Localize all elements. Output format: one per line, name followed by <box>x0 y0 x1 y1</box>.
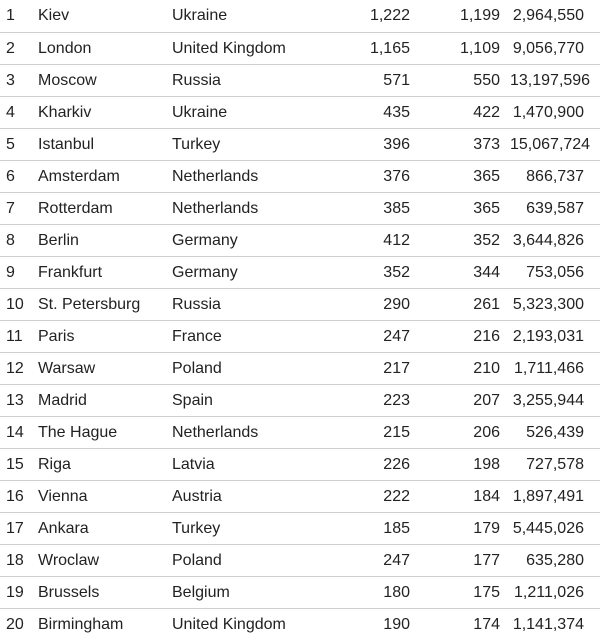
country-cell: Ukraine <box>166 0 336 32</box>
table-row <box>0 224 600 256</box>
population-cell: 1,141,374 <box>512 615 584 633</box>
population-cell: 9,056,770 <box>510 32 600 64</box>
value-b-cell: 216 <box>420 320 510 352</box>
value-a-cell: 571 <box>336 64 420 96</box>
rank-cell: 19 <box>0 576 38 608</box>
population-cell: 1,470,900 <box>510 96 600 128</box>
country-cell: Turkey <box>166 128 336 160</box>
table-row <box>0 608 600 640</box>
value-a-cell: 215 <box>336 416 420 448</box>
table-row <box>0 480 600 512</box>
city-cell: Paris <box>38 320 166 352</box>
population-cell: 526,439 <box>510 416 600 448</box>
population-cell: 1,711,466 <box>510 352 600 384</box>
value-b-cell: 210 <box>420 352 510 384</box>
rank-cell: 7 <box>0 192 38 224</box>
city-cell: Vienna <box>38 480 166 512</box>
population-cell: 1,897,491 <box>510 480 600 512</box>
table-row <box>0 352 600 384</box>
table-row <box>0 576 600 608</box>
table-row <box>0 448 600 480</box>
rank-cell: 15 <box>0 448 38 480</box>
country-cell: France <box>166 320 336 352</box>
value-b-cell: 365 <box>420 160 510 192</box>
country-cell: Turkey <box>166 512 336 544</box>
value-a-cell: 223 <box>336 384 420 416</box>
rank-cell: 18 <box>0 544 38 576</box>
value-a-cell: 217 <box>336 352 420 384</box>
rank-cell: 17 <box>0 512 38 544</box>
country-cell: Russia <box>166 64 336 96</box>
city-cell: The Hague <box>38 416 166 448</box>
value-a-cell: 1,165 <box>336 32 420 64</box>
country-cell: Netherlands <box>166 416 336 448</box>
city-cell: Kiev <box>38 0 166 32</box>
value-a-cell: 222 <box>336 480 420 512</box>
value-b-cell: 373 <box>420 128 510 160</box>
population-cell: 5,323,300 <box>510 288 600 320</box>
city-cell: St. Petersburg <box>38 288 166 320</box>
value-b-cell: 352 <box>420 224 510 256</box>
rank-cell: 3 <box>0 64 38 96</box>
value-b-cell: 1,109 <box>420 32 510 64</box>
population-cell: 3,644,826 <box>510 224 600 256</box>
population-cell: 866,737 <box>510 160 600 192</box>
value-a-cell: 396 <box>336 128 420 160</box>
table-row <box>0 320 600 352</box>
value-b-cell: 550 <box>420 64 510 96</box>
rank-cell: 9 <box>0 256 38 288</box>
value-b-cell: 206 <box>420 416 510 448</box>
value-b-cell: 1,199 <box>420 0 510 32</box>
rank-cell: 10 <box>0 288 38 320</box>
value-b-cell: 198 <box>420 448 510 480</box>
city-cell: Frankfurt <box>38 256 166 288</box>
city-cell: Madrid <box>38 384 166 416</box>
rank-cell: 2 <box>0 32 38 64</box>
city-cell: Brussels <box>38 576 166 608</box>
table-row <box>0 96 600 128</box>
population-cell: 1,211,026 <box>510 576 600 608</box>
rank-cell: 20 <box>6 615 24 633</box>
country-cell: Russia <box>166 288 336 320</box>
value-a-cell: 180 <box>336 576 420 608</box>
country-cell: Germany <box>166 256 336 288</box>
value-b-cell: 365 <box>420 192 510 224</box>
city-cell: Birmingham <box>38 615 124 633</box>
city-cell: Amsterdam <box>38 160 166 192</box>
value-a-cell: 226 <box>336 448 420 480</box>
city-cell: Ankara <box>38 512 166 544</box>
rank-cell: 11 <box>0 320 38 352</box>
country-cell: Ukraine <box>166 96 336 128</box>
value-a-cell: 185 <box>336 512 420 544</box>
value-a-cell: 190 <box>383 615 410 633</box>
population-cell: 635,280 <box>510 544 600 576</box>
country-cell: United Kingdom <box>166 32 336 64</box>
value-a-cell: 385 <box>336 192 420 224</box>
value-b-cell: 184 <box>420 480 510 512</box>
country-cell: Netherlands <box>166 160 336 192</box>
rank-cell: 4 <box>0 96 38 128</box>
table-row <box>0 512 600 544</box>
value-a-cell: 247 <box>336 320 420 352</box>
city-cell: Kharkiv <box>38 96 166 128</box>
value-b-cell: 174 <box>473 615 500 633</box>
value-b-cell: 261 <box>420 288 510 320</box>
rank-cell: 1 <box>0 0 38 32</box>
table-row <box>0 192 600 224</box>
city-cell: Wroclaw <box>38 544 166 576</box>
table-row <box>0 256 600 288</box>
table-row <box>0 544 600 576</box>
value-a-cell: 1,222 <box>336 0 420 32</box>
table-row <box>0 416 600 448</box>
rank-cell: 6 <box>0 160 38 192</box>
country-cell: Netherlands <box>166 192 336 224</box>
table-row <box>0 0 600 32</box>
rank-cell: 16 <box>0 480 38 512</box>
value-a-cell: 352 <box>336 256 420 288</box>
value-a-cell: 412 <box>336 224 420 256</box>
value-b-cell: 179 <box>420 512 510 544</box>
population-cell: 727,578 <box>510 448 600 480</box>
population-cell: 2,193,031 <box>510 320 600 352</box>
city-cell: Istanbul <box>38 128 166 160</box>
population-cell: 753,056 <box>510 256 600 288</box>
city-cell: London <box>38 32 166 64</box>
city-cell: Riga <box>38 448 166 480</box>
population-cell: 3,255,944 <box>510 384 600 416</box>
population-cell: 2,964,550 <box>510 0 600 32</box>
city-cell: Moscow <box>38 64 166 96</box>
country-cell: Spain <box>166 384 336 416</box>
country-cell: Austria <box>166 480 336 512</box>
rank-cell: 5 <box>0 128 38 160</box>
country-cell: Poland <box>166 352 336 384</box>
country-cell: Latvia <box>166 448 336 480</box>
city-cell: Warsaw <box>38 352 166 384</box>
table-row <box>0 160 600 192</box>
country-cell: Poland <box>166 544 336 576</box>
rank-cell: 8 <box>0 224 38 256</box>
table-row <box>0 32 600 64</box>
population-cell: 13,197,596 <box>510 64 600 96</box>
value-a-cell: 435 <box>336 96 420 128</box>
table-row <box>0 64 600 96</box>
country-cell: Germany <box>166 224 336 256</box>
rank-cell: 13 <box>0 384 38 416</box>
value-a-cell: 247 <box>336 544 420 576</box>
population-cell: 5,445,026 <box>510 512 600 544</box>
population-cell: 639,587 <box>510 192 600 224</box>
value-b-cell: 344 <box>420 256 510 288</box>
value-b-cell: 422 <box>420 96 510 128</box>
value-a-cell: 376 <box>336 160 420 192</box>
value-b-cell: 177 <box>420 544 510 576</box>
rank-cell: 12 <box>0 352 38 384</box>
table-row <box>0 288 600 320</box>
rank-cell: 14 <box>0 416 38 448</box>
value-a-cell: 290 <box>336 288 420 320</box>
value-b-cell: 207 <box>420 384 510 416</box>
country-cell: Belgium <box>166 576 336 608</box>
value-b-cell: 175 <box>420 576 510 608</box>
population-cell: 15,067,724 <box>510 128 600 160</box>
table-row <box>0 128 600 160</box>
country-cell: United Kingdom <box>172 615 286 633</box>
city-cell: Berlin <box>38 224 166 256</box>
table-row <box>0 384 600 416</box>
city-cell: Rotterdam <box>38 192 166 224</box>
